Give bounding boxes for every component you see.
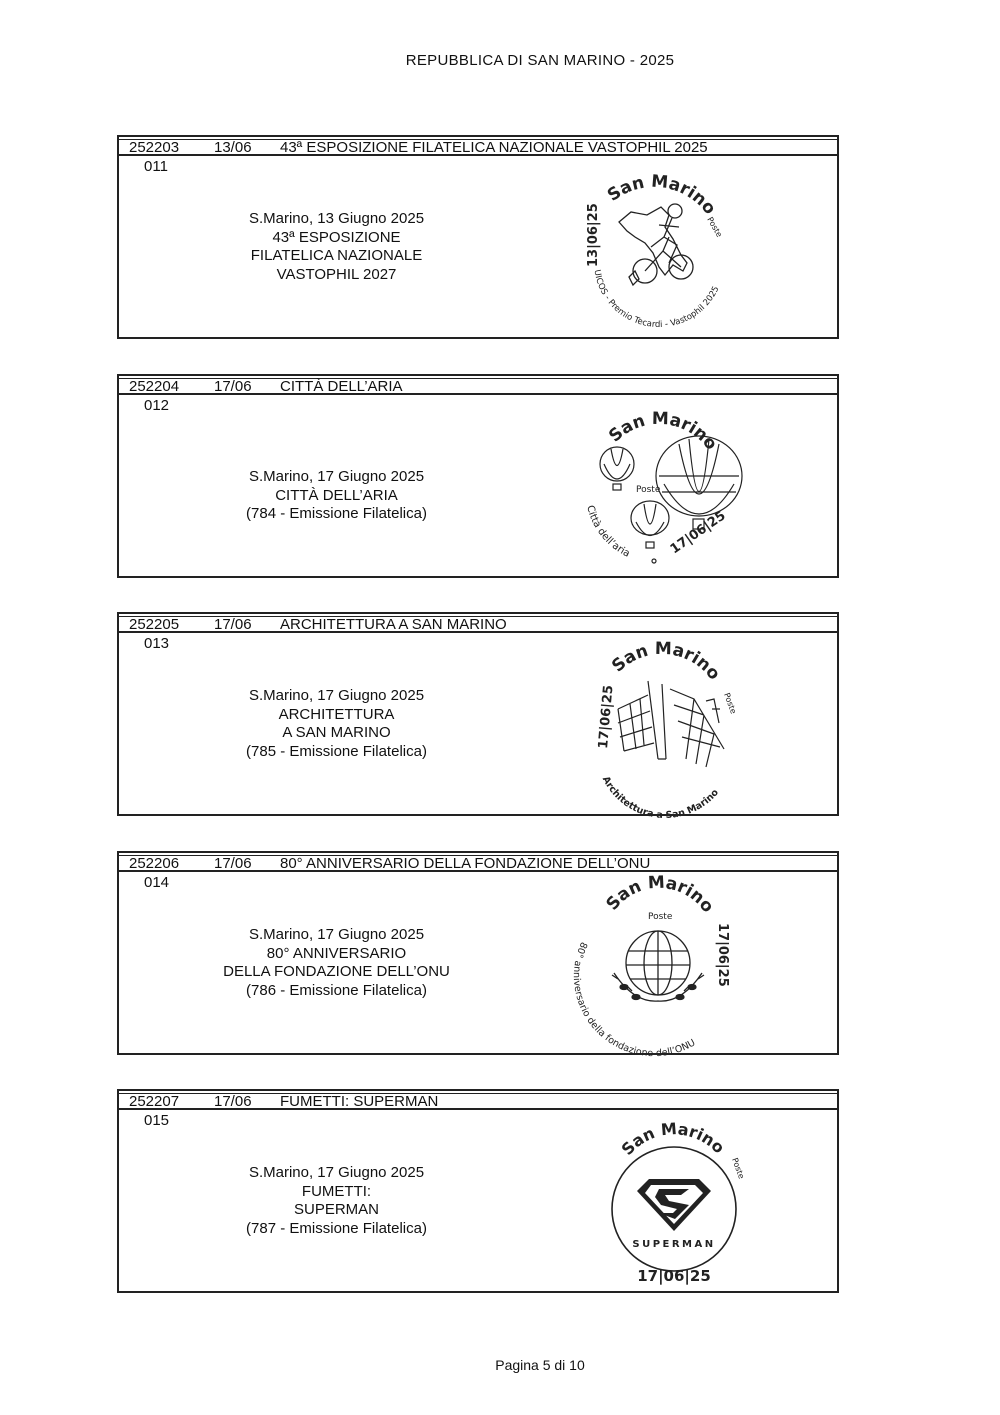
postmark-side-text: Poste <box>648 912 673 922</box>
entry-252206 <box>117 851 839 1060</box>
postmark-bottom-text: UICOS - Premio Tecardi - Vastophil 2025 <box>591 268 722 331</box>
svg-text:San Marino <box>618 1119 729 1159</box>
description-line: S.Marino, 17 Giugno 2025 <box>248 468 425 485</box>
entry-title: FUMETTI: SUPERMAN <box>280 1093 439 1110</box>
entry-title: 43ª ESPOSIZIONE FILATELICA NAZIONALE VASTOPHIL 2025 <box>280 139 708 156</box>
svg-text:Architettura a San Marino <box>600 775 721 821</box>
entry-code: 252205 <box>129 616 180 633</box>
entry-description <box>204 1164 469 1238</box>
entry-title: 80° ANNIVERSARIO DELLA FONDAZIONE DELL’ONU <box>280 855 651 872</box>
entry-code: 252203 <box>129 139 180 156</box>
postmark-bottom-text: 80° anniversario della fondazione dell’ONU <box>570 940 698 1060</box>
postmark-date: 17|06|25 <box>596 684 617 750</box>
entry-code: 252204 <box>129 378 180 395</box>
entry-title: CITTÀ DELL’ARIA <box>280 378 403 395</box>
postmark-date: 17|06|25 <box>667 508 729 558</box>
description-line: 43ª ESPOSIZIONE <box>272 228 401 246</box>
entry-252207 <box>117 1089 839 1293</box>
page-number: Pagina 5 di 10 <box>495 1357 585 1373</box>
entry-code: 252207 <box>129 1093 180 1110</box>
entry-number: 011 <box>144 158 168 175</box>
svg-text:San Marino <box>605 409 721 454</box>
postmark <box>569 167 739 337</box>
entry-number: 012 <box>144 397 170 414</box>
description-line: FILATELICA NAZIONALE <box>250 247 423 264</box>
entry-252205 <box>117 612 839 822</box>
entry-date: 17/06 <box>214 616 252 633</box>
entry-252204 <box>117 374 839 578</box>
postmark-date: 13|06|25 <box>586 203 601 267</box>
description-line: VASTOPHIL 2027 <box>276 265 397 283</box>
entry-number: 014 <box>144 874 170 891</box>
svg-text:Città dell’aria <box>584 504 631 559</box>
entry-description <box>204 926 469 1000</box>
page-title: REPUBBLICA DI SAN MARINO - 2025 <box>405 52 675 69</box>
description-line: A SAN MARINO <box>282 724 391 741</box>
description-line: S.Marino, 13 Giugno 2025 <box>248 210 425 227</box>
svg-text:San Marino <box>602 873 717 917</box>
postmark-inner-text: SUPERMAN <box>632 1239 716 1250</box>
postmark-top-text: San Marino <box>603 171 720 219</box>
postmark-side-text: Poste <box>636 485 661 495</box>
cyclist-italy-map-icon <box>619 204 693 285</box>
description-line: (786 - Emissione Filatelica) <box>246 981 427 999</box>
entry-252203 <box>117 135 839 339</box>
description-line: ARCHITETTURA <box>278 705 395 723</box>
postmark-bottom-text: Architettura a San Marino <box>599 774 721 822</box>
entry-date: 13/06 <box>214 139 252 156</box>
postmark-date: 17|06|25 <box>637 1267 711 1285</box>
postmark-bottom-text: Città dell’aria <box>584 504 632 560</box>
entry-date: 17/06 <box>214 855 252 872</box>
postmark <box>589 1119 759 1289</box>
postmark-top-text: San Marino <box>605 408 722 455</box>
entry-header <box>119 1091 837 1110</box>
svg-text:UICOS - Premio Tecardi - Vasto <box>591 269 721 330</box>
postmark <box>574 404 744 574</box>
entry-header <box>119 614 837 633</box>
description-line: (787 - Emissione Filatelica) <box>246 1219 427 1237</box>
postmark <box>570 872 744 1060</box>
postmark-date: 17|06|25 <box>715 923 730 987</box>
entry-number: 013 <box>144 635 170 652</box>
entry-title: ARCHITETTURA A SAN MARINO <box>280 616 507 633</box>
postmark-side-text: Poste <box>730 1156 746 1181</box>
description-line: DELLA FONDAZIONE DELL’ONU <box>223 963 450 980</box>
architecture-structure-icon <box>618 681 724 767</box>
description-line: SUPERMAN <box>293 1201 379 1218</box>
description-line: (785 - Emissione Filatelica) <box>246 742 427 760</box>
description-line: (784 - Emissione Filatelica) <box>246 505 427 522</box>
postmark-top-text: San Marino <box>617 1119 729 1159</box>
postmark-side-text: Poste <box>722 691 738 716</box>
description-line: CITTÀ DELL’ARIA <box>275 486 398 504</box>
postmark-top-text: San Marino <box>608 638 725 685</box>
postmark <box>574 638 744 822</box>
entry-header <box>119 137 837 156</box>
entry-description <box>204 210 469 284</box>
entry-description <box>204 468 469 524</box>
postmark-top-text: San Marino <box>602 872 718 917</box>
entry-header <box>119 376 837 395</box>
postmark-side-text: Poste <box>705 215 724 239</box>
entry-date: 17/06 <box>214 378 252 395</box>
description-line: 80° ANNIVERSARIO <box>266 944 407 962</box>
entry-code: 252206 <box>129 855 180 872</box>
entry-description <box>204 687 469 761</box>
globe-olive-branch-icon <box>612 931 704 1001</box>
superman-shield-icon <box>637 1179 711 1231</box>
entry-number: 015 <box>144 1112 170 1129</box>
description-line: S.Marino, 17 Giugno 2025 <box>248 926 425 943</box>
entry-date: 17/06 <box>214 1093 252 1110</box>
svg-text:San Marino <box>608 639 724 684</box>
description-line: S.Marino, 17 Giugno 2025 <box>248 1164 425 1181</box>
entry-header <box>119 853 837 872</box>
description-line: S.Marino, 17 Giugno 2025 <box>248 687 425 704</box>
svg-text:San Marino <box>604 172 720 219</box>
description-line: FUMETTI: <box>301 1182 372 1200</box>
